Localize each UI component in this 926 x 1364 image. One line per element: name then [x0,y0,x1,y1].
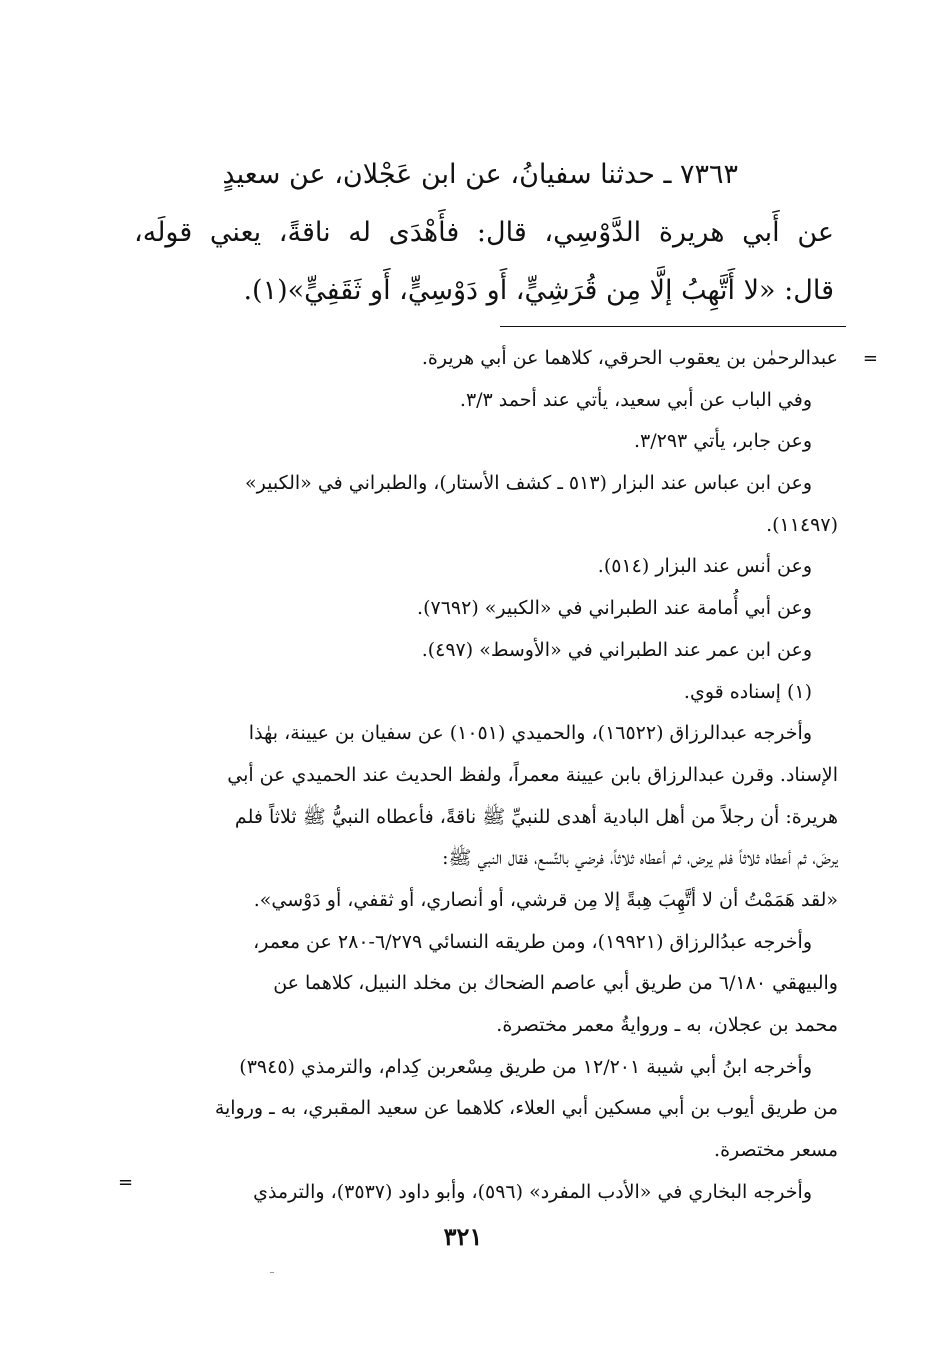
footnote-line: وعن جابر، يأتي ٣/٢٩٣. [633,430,812,453]
footnote-line: وفي الباب عن أبي سعيد، يأتي عند أحمد ٣/٣. [459,388,812,411]
footnotes [148,338,838,1213]
footnote-line: وأخرجه عبدالرزاق (١٦٥٢٢)، والحميدي (١٠٥١) عن سفيان بن عيينة، بهٰذا [248,722,812,745]
footnote-line: وعن ابن عباس عند البزار (٥١٣ ـ كشف الأستار)، والطبراني في «الكبير» [245,472,812,495]
footnote-line: وأخرجه البخاري في «الأدب المفرد» (٥٩٦)، وأبو داود (٣٥٣٧)، والترمذي [253,1180,812,1203]
footnote-line: وأخرجه ابنُ أبي شيبة ١٢/٢٠١ من طريق مِسْعربن كِدام، والترمذي (٣٩٤٥) [239,1055,812,1078]
footnote-line: وعن أبي أُمامة عند الطبراني في «الكبير» (٧٦٩٢). [417,597,812,620]
continuation-mark-end: = [118,1172,134,1193]
footnote-line: من طريق أيوب بن أبي مسكين أبي العلاء، كلاهما عن سعيد المقبري، به ـ ورواية [214,1097,838,1120]
hadith-line: عن أَبي هريرة الدَّوْسِي، قال: فأَهْدَى له ناقةً، يعني قولَه، [134,217,834,248]
footnote-line: يرضَ، ثم أعطاه ثلاثاً فلم يرض، ثم أعطاه ثلاثاً، فرضي بالتِّسع، فقال النبي ﷺ: [442,847,838,870]
page-number: ٣٢١ [443,1222,483,1251]
footnote-line: محمد بن عجلان، به ـ وروايةُ معمر مختصرة. [496,1014,838,1036]
scan-speck [270,1272,274,1273]
hadith-text [134,146,834,320]
footnote-line: وأخرجه عبدُالرزاق (١٩٩٢١)، ومن طريقه النسائي ٦/٢٧٩-٢٨٠ عن معمر، [253,930,812,953]
continuation-mark: = [862,348,878,369]
hadith-line: قال: «لا أَتَّهِبُ إلَّا مِن قُرَشِيٍّ، أَو دَوْسِيٍّ، أَو ثَقَفِيٍّ»(١). [243,275,834,306]
footnote-line: مسعر مختصرة. [714,1139,838,1162]
footnote-line: وعن أنس عند البزار (٥١٤). [597,555,812,578]
footnote-line: (١١٤٩٧). [766,513,838,536]
footnote-line: «لقد هَمَمْتُ أن لا أتَّهِبَ هِبةً إلا مِن قرشي، أو أنصاري، أو ثقفي، أو دَوْسي». [253,888,838,911]
footnote-line: هريرة: أن رجلاً من أهل البادية أهدى للنبيِّ ﷺ ناقةً، فأعطاه النبيُّ ﷺ ثلاثاً فلم [234,805,838,828]
footnote-line: وعن ابن عمر عند الطبراني في «الأوسط» (٤٩٧). [421,638,812,661]
footnote-line: (١) إسناده قوي. [683,680,812,703]
footnote-line: والبيهقي ٦/١٨٠ من طريق أبي عاصم الضحاك بن مخلد النبيل، كلاهما عن [273,972,838,995]
footnote-separator [500,326,846,327]
footnote-line: الإسناد. وقرن عبدالرزاق بابن عيينة معمراً، ولفظ الحديث عند الحميدي عن أبي [227,763,838,786]
hadith-line: ٧٣٦٣ ـ حدثنا سفيانُ، عن ابن عَجْلان، عن سعيدٍ [222,159,738,190]
footnote-line: عبدالرحمٰن بن يعقوب الحرقي، كلاهما عن أبي هريرة. [421,347,838,369]
